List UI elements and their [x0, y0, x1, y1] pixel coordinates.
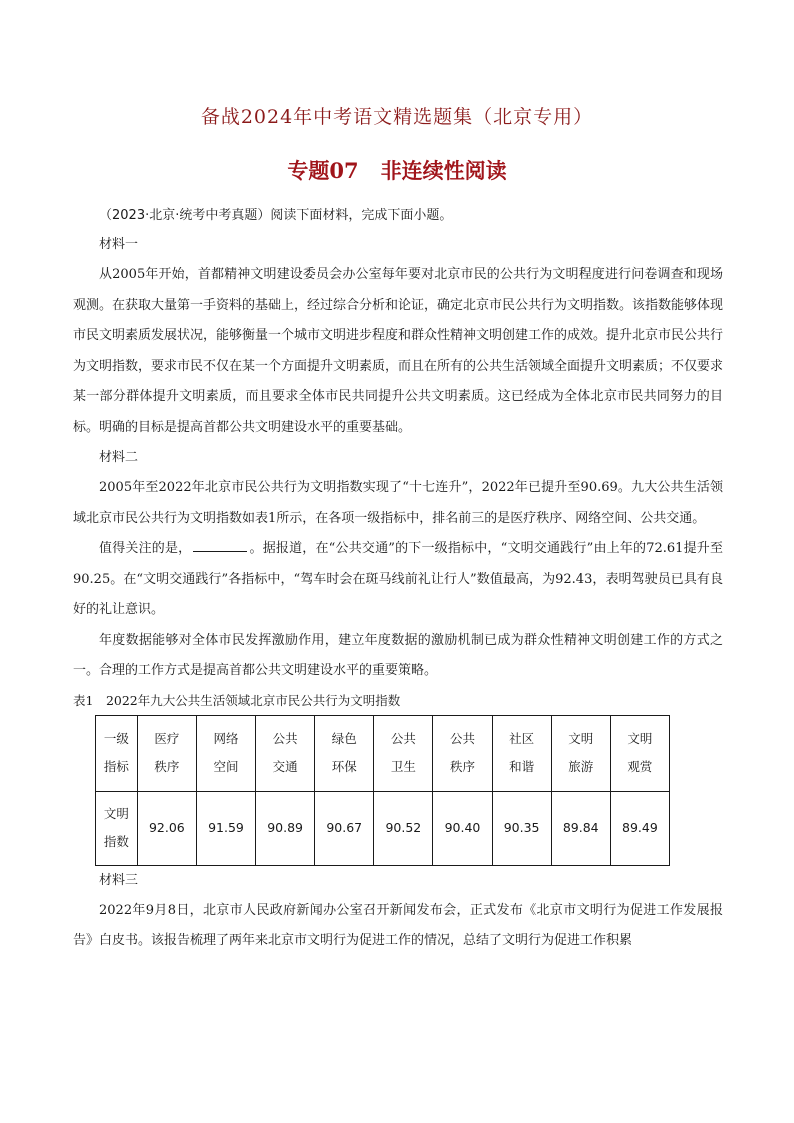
civility-index-table — [95, 715, 670, 866]
table-header-cell — [315, 715, 374, 791]
question-source-line — [73, 202, 723, 230]
table-header-cell — [433, 715, 492, 791]
table-value-cell: 90.52 — [374, 791, 433, 865]
col-top: 网络 — [213, 731, 239, 746]
material1-text: 从2005年开始，首都精神文明建设委员会办公室每年要对北京市民的公共行为文明程度进行问卷调查和现场观测。在获取大量第一手资料的基础上，经过综合分析和论证，确定北京市民公共行为文明指数。该指数能够体现市民文明素质发展状况，能够衡量一个城市文明进步程度和群众性精神文明创建工作的成效。提升北京市民公共行为文明指数，要求市民不仅在某一个方面提升文明素质，而且在所有的公共生活领域全面提升文明素质；不仅要求某一部分群体提升文明素质，而且要求全体市民共同提升公共文明素质。这已经成为全体北京市民共同努力的目标。明确的目标是提高首都公共文明建设水平的重要基础。 — [73, 267, 724, 435]
table-value-cell: 90.89 — [256, 791, 315, 865]
col-bottom: 和谐 — [509, 759, 535, 774]
col-bottom: 秩序 — [449, 759, 475, 774]
table-caption: 表1 2022年九大公共生活领域北京市民公共行为文明指数 — [73, 692, 401, 708]
table-header-cell — [137, 715, 196, 791]
subtitle-text: 非连续性阅读 — [380, 158, 507, 183]
table-value-cell: 90.67 — [315, 791, 374, 865]
col-top: 文明 — [627, 731, 653, 746]
table-header-row — [96, 715, 670, 791]
col-top: 公共 — [272, 731, 298, 746]
question-instruction: 阅读下面材料，完成下面小题。 — [270, 208, 453, 223]
table-row-label — [96, 791, 138, 865]
table-value-cell: 92.06 — [137, 791, 196, 865]
col-top: 公共 — [449, 731, 475, 746]
table-value-cell: 89.84 — [551, 791, 610, 865]
header-label-bottom: 指标 — [103, 759, 129, 774]
material3-heading: 材料三 — [99, 872, 139, 888]
table-value-row — [96, 791, 670, 865]
table-value-cell: 90.35 — [492, 791, 551, 865]
col-bottom: 旅游 — [568, 759, 594, 774]
col-bottom: 空间 — [213, 759, 239, 774]
col-top: 文明 — [568, 731, 594, 746]
col-top: 公共 — [390, 731, 416, 746]
material2-paragraph-1: 2005年至2022年北京市民公共行为文明指数实现了“十七连升”，2022年已提升至90.69。九大公共生活领域北京市民公共行为文明指数如表1所示，在各项一级指标中，排名前三的是医疗秩序、网络空间、公共交通。 — [73, 480, 723, 526]
col-bottom: 秩序 — [154, 759, 180, 774]
material2-p2-rest: 。据报道，在“公共交通”的下一级指标中，“文明交通践行”由上年的72.61提升至90.25。在“文明交通践行”各指标中，“驾车时会在斑马线前礼让行人”数值最高，为92.43，表明驾驶员已具有良好的礼让意识。 — [73, 541, 723, 617]
col-bottom: 观赏 — [627, 759, 653, 774]
table-header-cell — [256, 715, 315, 791]
table-value-cell: 90.40 — [433, 791, 492, 865]
col-bottom: 卫生 — [390, 759, 416, 774]
row-label-top: 文明 — [103, 806, 129, 821]
table-header-cell — [610, 715, 669, 791]
table-value-cell: 89.49 — [610, 791, 669, 865]
document-body — [73, 202, 723, 957]
col-top: 医疗 — [154, 731, 180, 746]
subtitle-number: 专题07 — [287, 158, 359, 183]
document-subtitle — [0, 155, 794, 185]
question-source: （2023·北京·统考中考真题） — [99, 208, 271, 223]
table-header-cell — [196, 715, 255, 791]
col-top: 绿色 — [331, 731, 357, 746]
fill-in-blank — [193, 537, 247, 552]
material2-paragraph-3: 年度数据能够对全体市民发挥激励作用，建立年度数据的激励机制已成为群众性精神文明创建工作的方式之一。合理的工作方式是提高首都公共文明建设水平的重要策略。 — [73, 632, 723, 678]
header-label-top: 一级 — [103, 731, 129, 746]
row-label-bottom: 指数 — [103, 834, 129, 849]
table-header-cell — [374, 715, 433, 791]
table-header-label — [96, 715, 138, 791]
col-bottom: 交通 — [272, 759, 298, 774]
material1-heading: 材料一 — [99, 237, 139, 252]
material3-text: 2022年9月8日，北京市人民政府新闻办公室召开新闻发布会，正式发布《北京市文明行为促进工作发展报告》白皮书。该报告梳理了两年来北京市文明行为促进工作的情况，总结了文明行为促进工作积累 — [73, 902, 723, 948]
table-header-cell — [551, 715, 610, 791]
document-title: 备战2024年中考语文精选题集（北京专用） — [200, 106, 594, 128]
material2-paragraph-2 — [73, 534, 723, 626]
col-bottom: 环保 — [331, 759, 357, 774]
table-value-cell: 91.59 — [196, 791, 255, 865]
material2-heading: 材料二 — [99, 450, 139, 465]
col-top: 社区 — [509, 731, 535, 746]
table-header-cell — [492, 715, 551, 791]
material2-p2-lead: 值得关注的是， — [99, 541, 192, 556]
